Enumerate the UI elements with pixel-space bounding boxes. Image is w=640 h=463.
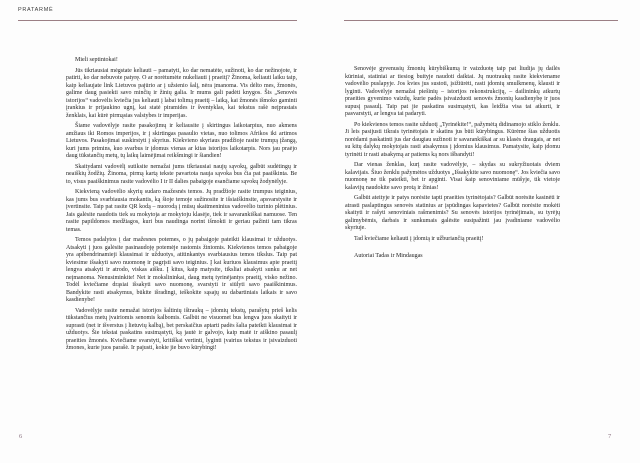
right-paragraph-4: Galbūt ateityje ir patys norėsite tapti praeities tyrinėtojais? Galbūt norėsite kasinėti ir atrasti paslaptingus senovės statinius ar įspūdingas kapavietes? Galbūt norėsite mokėti skaityti ir rašyti senoviniais rašmenimis? Su senovės istorijos tyrinėjimais, su tyrėjų galimybėmis, darbais ir sunkumais galėsite susipažinti jau įvadiniame vadovėlio skyriuje.: [345, 195, 560, 231]
right-paragraph-2: Po kiekvienos temos rasite užduotį „Tyrinėkite!“, pažymėtą didinamojo stiklo ženklu. Ji leis pasijusti tikrais tyrinėtojais ir skatins jus būti kūrybingus. Kūrėme šias užduotis norėdami paskatinti jus dar daugiau sužinoti ir savarankiškai ar su klasės draugais, ar net su kitų dalykų mokytojais rasti atsakymus į įdomius klausimus. Pamatysite, kaip įdomu tyrinėti ir rasti atsakymą ar patiems ką nors išbandyti!: [345, 121, 560, 158]
page-number-right: 7: [608, 433, 612, 440]
closing-line: Tad kviečiame keliauti į įdomią ir užburiančią praeitį!: [354, 235, 484, 242]
left-paragraph-3: Skaitydami vadovėlį sutiksite nemažai jums tikriausiai naujų sąvokų, galbūt sudėtingų ir neaiškių žodžių. Žinoma, pirmą kartą tekste pavartota nauja sąvoka bus čia pat paaiškinta. Be to, visus paaiškinimus rasite vadovėlio I ir II dalies pabaigoje esančiame sąvokų žodynėlyje.: [66, 163, 297, 185]
page-left-text-column: [66, 57, 297, 353]
right-paragraph-3: Dar vienas ženklas, kurį rasite vadovėlyje, – skydas su sukryžiuotais dviem kalavijais. Šiuo ženklu pažymėtos užduotys „Išsakykite savo nuomonę“. Jos kviečia savo nuomonę ne tik pateikti, bet ir apginti. Visai kaip senoviniame mūšyje, tik vietoje kalavijų naudokite savo protą ir žinias!: [345, 162, 560, 191]
page-right-text-column: [345, 66, 560, 261]
left-paragraph-6: Vadovėlyje rasite nemažai istorijos šaltinių ištraukų – įdomių tekstų, parašytų prieš kelis tūkstančius metų įvairiomis senomis kalbomis. Galbūt ne visuomet bus lengva juos skaityti ir suprasti (net ir išverstus į lietuvių kalbą), bet perskaičius aptarti padės šalia pateikti klausimai ir užduotys. Šie tekstai paskatins susimąstyti, ką jautė ir galvojo, kaip matė ir aiškino pasaulį praeities žmonės. Kviečiame svarstyti, kritiškai vertinti, lyginti įvairius tekstus ir įsivaizduoti žmones, kurie juos parašė. Ir pajusti, kokie jie buvo kūrybingi!: [66, 307, 297, 351]
header-rule-right: [344, 20, 618, 21]
right-paragraph-1: Senovėje gyvenusių žmonių kūrybiškumą ir vaizduotę taip pat liudija jų dailės kūriniai, statiniai ar tiesiog buityje naudoti daiktai. Jų nuotraukų rasite kiekviename vadovėlio puslapyje. Jos kvies jus sustoti, įsižiūrėti, rasti įdomių smulkmenų, klausti ir lyginti. Vadovėlyje nemažai piešinių – istorijos rekonstrukcijų, – dailininkų atkurtų praeities gyvenimo vaizdų, kurie padės įsivaizduoti senovės žmonių kasdienybę ir juos supusį pasaulį. Taip pat jie paskatins susimąstyti, kas leidžia visa tai atkurti, ir pasvarstyti, ar lengva tai padaryti.: [345, 66, 560, 117]
left-paragraph-2: Šiame vadovėlyje rasite pasakojimų ir keliausite į skirtingus laikotarpius, nuo akmens amžiaus iki Romos imperijos, ir į skirtingas pasaulio vietas, nuo tolimos Afrikos iki artimos Lietuvos. Pasakojimai suskirstyti į skyrius. Kiekvieno skyriaus pradžioje rasite trumpą įžangą, kuri jums primins, kuo svarbus ir įdomus vienas ar kitas istorijos laikotarpis. Nors jau praėjo daug tūkstančių metų, tų laikų laimėjimai reikšmingi ir šiandien!: [66, 123, 297, 159]
greeting-line: Mieli septintokai!: [75, 57, 118, 63]
running-head: PRATARMĖ: [18, 7, 54, 13]
left-paragraph-4: Kiekvieną vadovėlio skyrių sudaro mažesnės temos. Jų pradžioje rasite trumpus teiginius, kas jums bus svarbiausia mokantis, ką šioje temoje sužinosite ir išsiaiškinsite, apsvarstysite ir įvertinsite. Taip pat rasite QR kodą – nuorodą į mūsų skaitmeninius vadovėlio turinio plėtinius. Jais galėsite naudotis tiek su mokytoja ar mokytoju klasėje, tiek ir savarankiškai namuose. Ten rasite papildomos medžiagos, kuri bus naudinga norint išmokti ir geriau pažinti tam tikras temas.: [66, 189, 297, 233]
header-rule-left: [18, 20, 297, 21]
left-paragraph-1: Jūs tikriausiai mėgstate keliauti – pamatyti, ko dar nematėte, sužinoti, ko dar nežinojote, ir patirti, ko dar nebuvote patyrę. O ar norėtumėte nukeliauti į praeitį? Žinoma, keliauti laiku taip, kaip keliaujate link Lietuvos pajūrio ar į užsienio šalį, nėra įmanoma. Vis dėlto mes, žmonės, galime daug pasiekti savo minčių ir žinių galia. Ir mums gali padėti knygos. Šis „Senovės istorijos“ vadovėlis kviečia jus keliauti į labai tolimą praeitį – laiką, kai žmonės išmoko gaminti įrankius ir prijaukino ugnį, kai statė piramides ir šventyklas, kai tekstus rašė neįprastais ženklais, kai kūrė pirmąsias valstybes ir imperijas.: [66, 67, 297, 119]
author-signature: Autoriai Tadas ir Mindaugas: [354, 253, 423, 259]
left-paragraph-5: Temos padalytos į dar mažesnes potemes, o jų pabaigoje pateikti klausimai ir užduotys. Atsakyti į juos galėsite pasinaudoję potemėje rastomis žiniomis. Kiekvienos temos pabaigoje yra apibendrinamieji klausimai ir užduotys, atitinkantys svarbiausius temos tikslus. Taip pat kviesime išsakyti savo nuomonę ir pagrįsti savo teiginius. Į kai kuriuos klausimus apie praeitį lengva atsakyti ir atrodo, viskas aišku. Į kitus, kaip matysite, tiksliai atsakyti sunku ar net neįmanoma. Nenusiminkite! Net ir mokslininkai, daug metų tyrinėjantys praeitį, visko nežino. Todėl kviečiame drąsiai išsakyti savo nuomonę, svarstyti ir siūlyti savo paaiškinimus. Bandykite rasti atsakymus, būkite išradingi, ieškokite sąsajų su dabartiniais laikais ir savo kasdienybe!: [66, 237, 297, 303]
page-number-left: 6: [19, 433, 23, 440]
